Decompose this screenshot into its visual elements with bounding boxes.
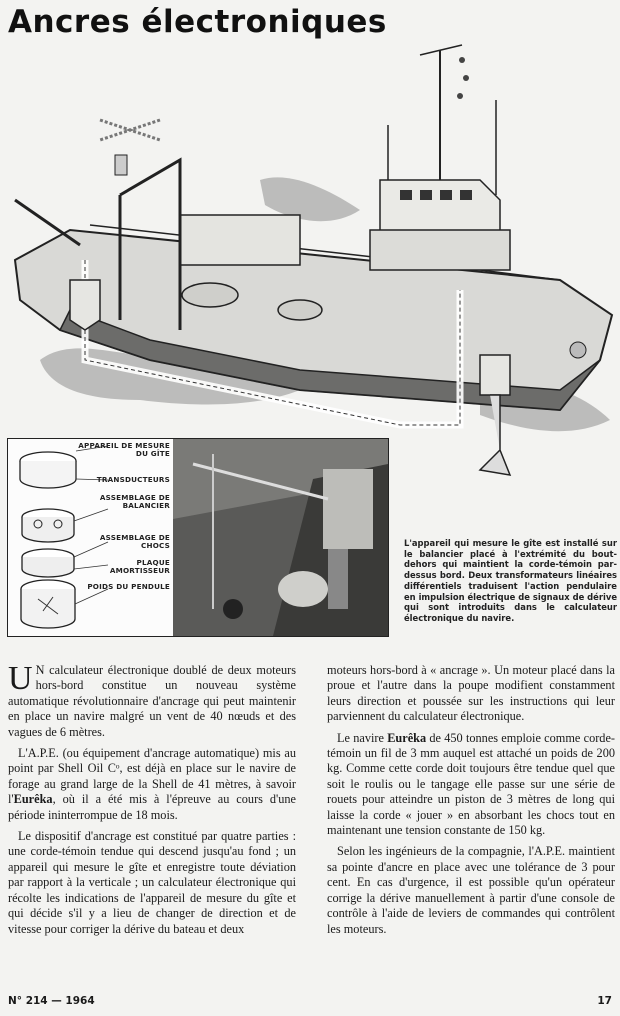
figure-caption: L'appareil qui mesure le gîte est installé sur le balancier placé à l'extrémité du bout-dehors qui maintient la corde-témoin par-dessus bord. Deux transformateurs linéaires différentiels traduisent l'action pendulaire en impulsion électrique de signaux de dérive qui sont introduits dans le calculateur électronique du navire.	[404, 538, 617, 623]
label-balancier: ASSEMBLAGE DE BALANCIER	[99, 493, 170, 510]
label-gite-meter: APPAREIL DE MESURE DU GÎTE	[78, 441, 170, 458]
paragraph-eureka	[327, 731, 615, 839]
label-transducers: TRANSDUCTEURS	[96, 475, 170, 484]
inset-panel	[7, 438, 389, 637]
deck-photo	[173, 439, 388, 636]
article-column-left	[8, 660, 296, 943]
paragraph-moteurs: moteurs hors-bord à « ancrage ». Un moteur placé dans la proue et l'autre dans la poupe modifient constamment leurs direction et poussée sur les instructions qui leur parviennent du calculateur électronique.	[327, 663, 615, 724]
paragraph-dispositif: Le dispositif d'ancrage est constitué par quatre parties : une corde-témoin tendue qui descend jusqu'au fond ; un appareil qui mesure le gîte et enregistre toute déviation par rapport à la verticale ; un calculateur électronique qui récolte les indications de l'appareil de mesure du gîte et qui décide s'il y a lieu de changer de direction et de vitesse pour corriger la dérive du bateau et deux	[8, 829, 296, 936]
page-number: 17	[597, 995, 612, 1007]
eureka-text-b: de 450 tonnes emploie comme corde-témoin un fil de 3 mm auquel est attaché un poids de 200 kg. Comme cette corde doit toujours être tendue quel que soit le roulis ou le tangage elle passe sur une série de rouets pour atteindre un piston de 3 mètres de long qui laisse la corde « jouer » en absorbant les chocs tout en maintenant une tension constante de 150 kg.	[327, 730, 616, 838]
drop-cap: U	[8, 660, 33, 697]
paragraph-intro	[8, 660, 296, 740]
paragraph-ape	[8, 746, 296, 823]
gite-device-diagram	[8, 439, 173, 636]
label-amortisseur: PLAQUE AMORTISSEUR	[109, 558, 170, 575]
intro-text: calculateur électronique doublé de deux moteurs hors-bord constitue un nouveau système automatique révolutionnaire d'ancrage qui peut maintenir en place un navire malgré un vent de 40 nœuds et des vagues de 6 mètres.	[8, 663, 296, 739]
label-pendule: POIDS DU PENDULE	[87, 582, 170, 591]
intro-first-letter: N	[35, 663, 45, 677]
ape-text-a: L'A.P.E. (ou équipement d'ancrage automatique) mis au point par Shell Oil Cᵒ, est déjà en place sur le navire de forage au grand large de la Shell de 41 mètres, à savoir l'	[8, 746, 296, 807]
ship-name-2: Eurêka	[387, 730, 427, 745]
article-title: Ancres électroniques	[8, 4, 387, 40]
ape-text-b: , où il a été mis à l'épreuve au cours d'une période ininterrompue de 18 mois.	[8, 792, 296, 822]
eureka-text-a: Le navire	[337, 730, 388, 745]
ship-name: Eurêka	[13, 792, 53, 807]
issue-number: N° 214 — 1964	[8, 995, 95, 1007]
article-column-right	[327, 663, 615, 943]
label-chocs: ASSEMBLAGE DE CHOCS	[99, 533, 170, 550]
paragraph-ingenieurs: Selon les ingénieurs de la compagnie, l'A.P.E. maintient sa pointe d'ancre en place avec une tolérance de 3 pour cent. En cas d'urgence, il est possible qu'un opérateur corrige la dérive manuellement à partir d'une console de contrôle à l'aide de leviers de commandes qui contrôlent les moteurs.	[327, 844, 615, 936]
ship-illustration	[0, 30, 620, 490]
